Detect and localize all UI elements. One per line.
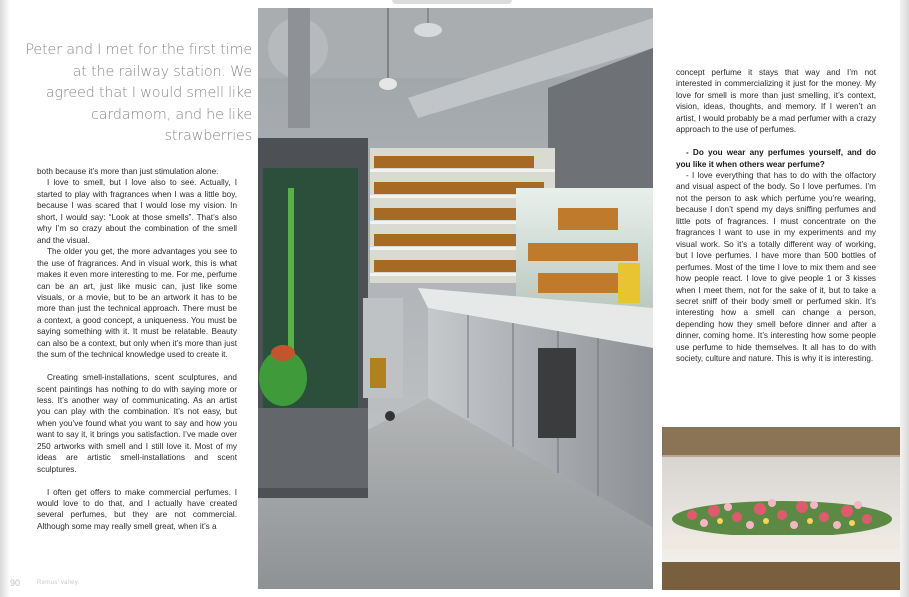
right-text-column <box>676 67 876 365</box>
paragraph: The older you get, the more advantages you see to the use of fragrances. And in visual work, this is what makes it even more interesting to me. For me, perfume can be an art, just like music can, just like some visuals, or a movie, but to be an artwork it has to be more than just the technical approach. There must be a context, a good concept, a uniqueness. You must be saying something with it. It must be relatable. Beauty can also be a context, but only when it’s more than just the sum of the technical knowledge used to create it. <box>37 247 237 360</box>
binding-tab <box>392 0 512 4</box>
page-edge-shadow-right <box>900 0 909 597</box>
interview-question: - Do you wear any perfumes yourself, and do you like it when others wear perfume? <box>676 148 876 169</box>
left-page <box>0 0 258 597</box>
left-text-column <box>37 166 237 532</box>
paragraph: I love to smell, but I love also to see. Actually, I started to play with fragrances when I was a little boy, because I was scared that I would lose my vision. In short, I would say: “Look at those smells”. That’s also why I’m so crazy about the combination of the smell and the visual. <box>37 178 237 245</box>
paragraph: I often get offers to make commercial perfumes. I would love to do that, and I actually have created several perfumes, but they are not commercial. Although some may really smell great, when it’s a <box>37 487 237 531</box>
paragraph: - I love everything that has to do with the olfactory and visual aspect of the body. So I love perfumes. I’m not the person to ask which perfume you’re wearing, because I don’t spend my days sniffing perfumes and little pots of fragrances. I must concentrate on the fragrances I want to use in my experiments and my visual work. So it’s a totally different way of working, but I love perfumes. I have more than 500 bottles of perfumes. Most of the time I love to mix them and see how people react. I love to give people 1 or 3 kisses when I meet them, not for the sake of it, but to take a secret sniff of their body smell or perfumed skin. It’s interesting how a smell can change a person, depending how they smell before dinner and after a dinner, coming home. It’s interesting how some people use perfume to hide themselves. It all has to do with society, culture and nature. This is why it is interesting. <box>676 171 876 364</box>
page-edge-shadow <box>0 0 10 597</box>
flower-installation-photo <box>662 427 902 590</box>
page-number: 90 <box>10 578 21 588</box>
paragraph: Creating smell-installations, scent sculptures, and scent paintings has nothing to do with saying more or less. It’s another way of communicating. As an artist you can play with the combination. It’s not easy, but when you’ve found what you want to say and how you want to say it, it brings you satisfaction. I’ve made over 250 artworks with smell and I still love it. Most of my ideas are artistic smell-installations and scent sculptures. <box>37 373 237 474</box>
running-head: Remus’ valley <box>37 580 79 586</box>
paragraph: both because it’s more than just stimulation alone. <box>37 167 219 176</box>
pull-quote: Peter and I met for the first time at the railway station. We agreed that I would smell like cardamom, and he like strawberries <box>25 42 252 144</box>
lab-photo <box>258 8 653 589</box>
paragraph: concept perfume it stays that way and I’m not interested in commercializing it just for the money. My love for smell is more than just smelling, it’s context, vision, ideas, thoughts, and memory. If I weren’t an artist, I would probably be a mad perfumer with a crazy approach to the use of perfumes. <box>676 68 876 135</box>
